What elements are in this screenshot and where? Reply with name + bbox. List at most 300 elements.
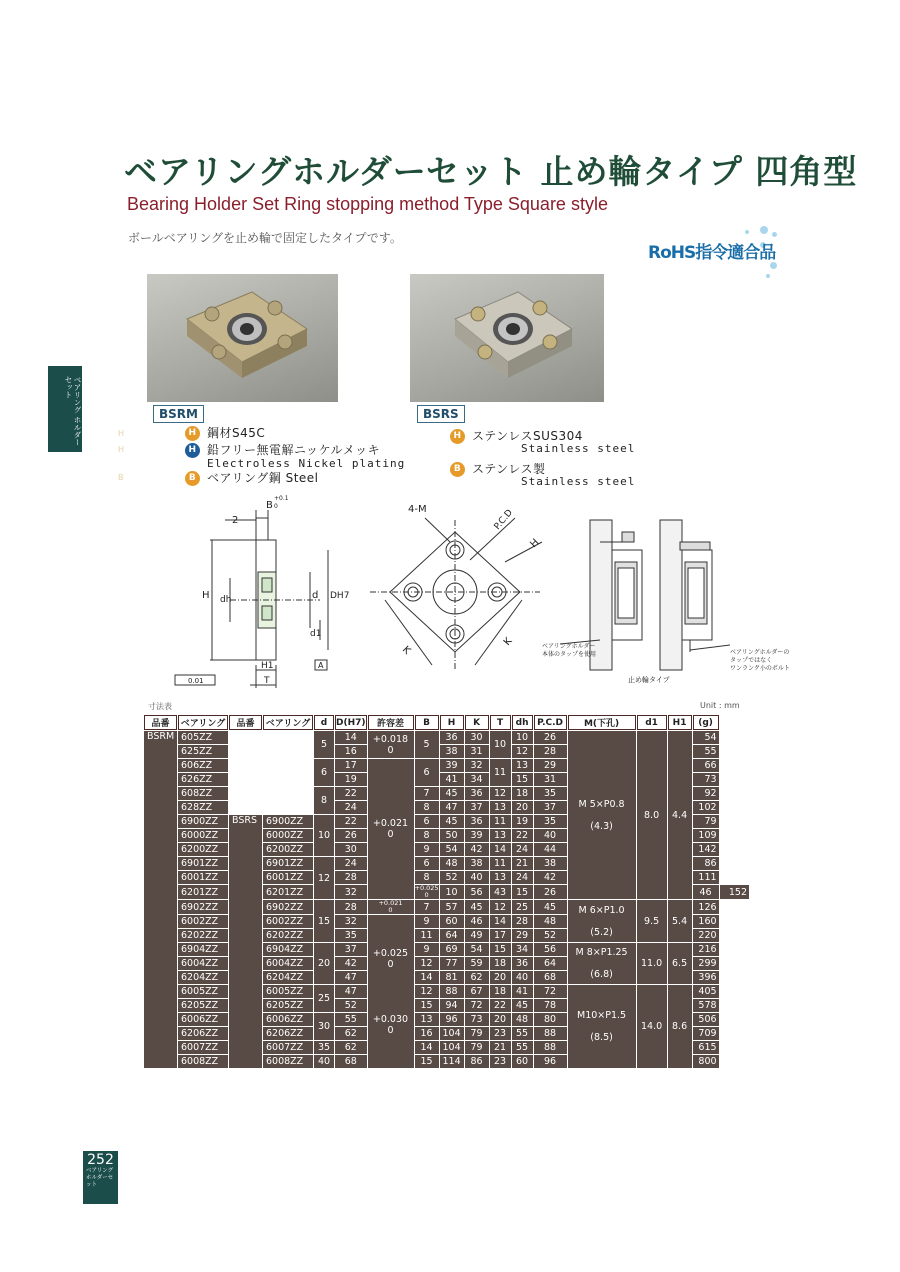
K-cell: 39 [465,829,489,842]
D-cell: 37 [335,943,367,956]
bsrm-bearing-cell: 6901ZZ [178,857,228,870]
bsrm-material-plating-en [207,456,405,470]
dh-cell: 12 [512,745,533,758]
D-cell: 19 [335,773,367,786]
bsrs-bearing-cell: 6904ZZ [263,943,313,956]
bsrs-bearing-cell: 6202ZZ [263,929,313,942]
bsrm-bearing-cell: 6004ZZ [178,957,228,970]
tol-value: +0.021 [378,899,403,907]
H-cell: 57 [440,900,464,914]
B-cell: 14 [415,1041,439,1054]
housing-badge-icon: H [450,429,465,444]
K-cell: 73 [465,1013,489,1026]
spec-table [143,714,750,1069]
datum-A: A [318,661,324,670]
tolerance-cell-small [368,900,414,914]
d-cell: 8 [314,787,334,814]
dh-cell: 60 [512,1055,533,1068]
K-cell: 37 [465,801,489,814]
ghost-marker: H [118,429,125,438]
dim-dh: dh [220,595,232,605]
D-cell: 26 [335,829,367,842]
H-cell: 88 [440,985,464,998]
g-cell: 55 [693,745,719,758]
D-cell: 28 [335,871,367,884]
H-cell: 54 [440,843,464,856]
bsrm-holder-image [147,274,338,402]
K-cell: 72 [465,999,489,1012]
K-cell: 67 [465,985,489,998]
H-cell: 45 [440,815,464,828]
H-cell: 41 [440,773,464,786]
dh-cell: 18 [512,787,533,800]
material-text: ステンレスSUS304 [472,429,583,443]
D-cell: 24 [335,857,367,870]
bsrs-material-housing-en [521,441,635,455]
K-cell: 40 [465,871,489,884]
col-header: D(H7) [335,715,367,730]
page-number: 252 [87,1152,114,1168]
dh-cell: 15 [512,773,533,786]
bsrm-bearing-cell: 625ZZ [178,745,228,758]
T-cell: 15 [512,885,533,899]
H-cell: 47 [440,801,464,814]
tol-value: +0.018 [372,733,409,745]
dim-K-right: K [501,635,515,648]
H-cell: 64 [440,929,464,942]
B-cell: 8 [415,829,439,842]
D-cell: 14 [335,731,367,744]
table-header-row [144,715,749,730]
col-header: 許容差 [368,715,414,730]
pcd-cell: 64 [534,957,567,970]
tol-value: 0 [424,891,429,899]
D-cell: 22 [335,815,367,828]
dim-H: H [202,590,210,601]
B-cell: 12 [415,985,439,998]
col-header: B [415,715,439,730]
T-cell: 13 [490,871,511,884]
bsrs-bearing-cell: 6204ZZ [263,971,313,984]
K-cell: 38 [465,857,489,870]
M-value: M10×P1.5 [577,1010,627,1021]
g-cell: 396 [693,971,719,984]
H-cell: 52 [440,871,464,884]
B-cell: 15 [415,999,439,1012]
bsrm-material-bearing [185,469,319,486]
bsrs-bearing-cell: 6201ZZ [263,885,313,899]
note-right-3: ワンランク小のボルト [730,665,790,672]
M-value: (5.2) [590,926,613,938]
D-cell: 28 [335,900,367,914]
bsrs-bearing-cell: 6200ZZ [263,843,313,856]
bsrs-bearing-cell: 6901ZZ [263,857,313,870]
dim-DH7: DH7 [330,591,350,601]
pcd-cell: 56 [534,943,567,956]
tolerance-cell-small [415,885,439,899]
dh-cell: 24 [512,871,533,884]
rohs-badge: RoHS指令適合品 [648,243,776,263]
bsrs-product-photo [410,274,604,402]
material-text-en: Electroless Nickel plating [207,457,406,470]
H-cell: 69 [440,943,464,956]
B-cell: 8 [415,871,439,884]
d1-cell: 9.5 [637,900,667,942]
ghost-marker: B [118,473,124,482]
pcd-cell: 28 [534,745,567,758]
col-header: T [490,715,511,730]
K-cell: 59 [465,957,489,970]
dh-cell: 41 [512,985,533,998]
dh-cell: 45 [512,999,533,1012]
col-header: d1 [637,715,667,730]
pcd-cell: 52 [534,929,567,942]
K-cell: 86 [465,1055,489,1068]
pcd-cell: 78 [534,999,567,1012]
D-cell: 68 [335,1055,367,1068]
unit-label: Unit : mm [700,701,740,710]
M-value: M 6×P1.0 [578,904,625,916]
bsrs-bearing-cell: 6206ZZ [263,1027,313,1040]
B-cell: 16 [415,1027,439,1040]
bsrs-holder-image [410,274,604,402]
col-header: M(下孔) [568,715,636,730]
dim-H1: H1 [261,661,274,671]
pcd-cell: 88 [534,1027,567,1040]
col-header: d [314,715,334,730]
dim-H-front: H [528,537,542,551]
material-text: ベアリング鋼 Steel [207,471,319,485]
tol-value: 0 [387,958,394,970]
H-cell: 104 [440,1041,464,1054]
H-cell: 81 [440,971,464,984]
pcd-cell: 88 [534,1041,567,1054]
bsrs-bearing-cell: 6005ZZ [263,985,313,998]
bsrm-bearing-cell: 6000ZZ [178,829,228,842]
bsrs-code-cell: BSRS [229,815,262,1068]
T-cell: 13 [490,829,511,842]
dh-cell: 22 [512,829,533,842]
H-cell: 96 [440,1013,464,1026]
dim-4M: 4-M [408,504,427,515]
note-left-1: ベアリングホルダー [542,643,596,650]
D-cell: 35 [335,929,367,942]
B-cell: 6 [415,857,439,870]
bsrs-bearing-cell: 6004ZZ [263,957,313,970]
ghost-marker: H [118,445,125,454]
bsrm-bearing-cell: 6001ZZ [178,871,228,884]
dh-cell: 19 [512,815,533,828]
material-text: ステンレス製 [472,462,546,476]
col-header: P.C.D [534,715,567,730]
bsrm-bearing-cell: 606ZZ [178,759,228,772]
bsrs-bearing-cell: 6205ZZ [263,999,313,1012]
bsrs-material-bearing-en [521,474,635,488]
g-cell: 109 [693,829,719,842]
K-cell: 32 [465,759,489,772]
tol-value: 0 [388,906,393,914]
material-text-en: Stainless steel [521,442,636,455]
dh-cell: 34 [512,943,533,956]
K-cell: 36 [465,787,489,800]
dim-d1: d1 [310,629,322,639]
pcd-cell: 45 [534,900,567,914]
bsrs-code-tag: BSRS [417,405,465,423]
bsrm-code-cell: BSRM [144,731,177,1068]
dh-cell: 40 [512,971,533,984]
g-cell: 299 [693,957,719,970]
g-cell: 142 [693,843,719,856]
empty-cell [229,731,313,814]
M-cell [568,900,636,942]
col-header: ベアリング [263,715,313,730]
T-cell: 20 [490,1013,511,1026]
col-header: H1 [668,715,692,730]
bsrm-bearing-cell: 626ZZ [178,773,228,786]
bsrm-bearing-cell: 6900ZZ [178,815,228,828]
pcd-cell: 31 [534,773,567,786]
D-cell: 16 [335,745,367,758]
drawing-caption: 止め輪タイプ [628,676,670,684]
dim-d: d [312,590,319,601]
K-cell: 79 [465,1041,489,1054]
K-cell: 30 [465,731,489,744]
dh-cell: 10 [512,731,533,744]
B-cell: 7 [415,787,439,800]
T-cell: 10 [490,731,511,758]
pcd-cell: 48 [534,915,567,928]
dh-cell: 26 [534,885,567,899]
bsrs-bearing-cell: 6900ZZ [263,815,313,828]
bsrm-bearing-cell: 6002ZZ [178,915,228,928]
M-value: M 8×P1.25 [575,947,628,958]
K-cell: 34 [465,773,489,786]
bearing-badge-icon: B [450,462,465,477]
B-cell: 6 [415,815,439,828]
D-cell: 55 [335,1013,367,1026]
tol-value: +0.030 [372,1013,409,1025]
T-cell: 15 [490,943,511,956]
g-cell: 800 [693,1055,719,1068]
pcd-cell: 96 [534,1055,567,1068]
B-cell: 7 [415,900,439,914]
tolerance-cell [368,759,414,899]
g-cell: 709 [693,1027,719,1040]
material-text: 鉛フリー無電解ニッケルメッキ [207,443,381,457]
g-cell: 54 [693,731,719,744]
bsrm-bearing-cell: 6006ZZ [178,1013,228,1026]
bsrm-bearing-cell: 6205ZZ [178,999,228,1012]
page-title: ベアリングホルダーセット 止め輪タイプ 四角型 [124,152,858,191]
d-cell: 40 [314,1055,334,1068]
d-cell: 15 [314,900,334,942]
K-cell: 43 [490,885,511,899]
bsrm-product-photo [147,274,338,402]
bsrm-code-tag: BSRM [153,405,204,423]
front-view-drawing [370,518,542,670]
dim-B-tol-bottom: 0 [274,503,278,510]
T-cell: 20 [490,971,511,984]
side-view-drawing [175,510,328,688]
dh-cell: 13 [512,759,533,772]
H-cell: 104 [440,1027,464,1040]
B-cell: 9 [415,943,439,956]
housing-badge-icon: H [185,426,200,441]
dh-cell: 28 [512,915,533,928]
bsrm-bearing-cell: 6902ZZ [178,900,228,914]
table-row [144,731,749,744]
T-cell: 17 [490,929,511,942]
d-cell: 10 [314,815,334,856]
D-cell: 62 [335,1041,367,1054]
D-cell: 22 [335,787,367,800]
T-cell: 18 [490,957,511,970]
H-cell: 56 [465,885,489,899]
D-cell: 52 [335,999,367,1012]
g-cell: 160 [693,915,719,928]
D-cell: 30 [335,843,367,856]
bsrs-bearing-cell: 6000ZZ [263,829,313,842]
H-cell: 39 [440,759,464,772]
g-cell: 102 [693,801,719,814]
dh-cell: 21 [512,857,533,870]
tol-value: +0.025 [372,947,409,959]
bsrs-bearing-cell: 6902ZZ [263,900,313,914]
H-cell: 38 [440,745,464,758]
g-cell: 615 [693,1041,719,1054]
note-right-2: タップではなく [730,657,773,664]
B-cell: 9 [415,843,439,856]
g-cell: 66 [693,759,719,772]
tol-value: 0 [387,1024,394,1036]
pcd-cell: 26 [534,731,567,744]
M-cell [568,985,636,1068]
bsrm-bearing-cell: 6007ZZ [178,1041,228,1054]
K-cell: 36 [465,815,489,828]
dh-cell: 55 [512,1041,533,1054]
page-number-tab [83,1151,118,1204]
col-header: (g) [693,715,719,730]
M-value: (4.3) [590,820,613,832]
T-cell: 12 [490,787,511,800]
H-cell: 77 [440,957,464,970]
col-header: 品番 [229,715,262,730]
T-cell: 12 [490,900,511,914]
bsrm-bearing-cell: 608ZZ [178,787,228,800]
material-text-en: Stainless steel [521,475,636,488]
dh-cell: 20 [512,801,533,814]
g-cell: 73 [693,773,719,786]
d-cell: 20 [314,943,334,984]
note-right-1: ベアリングホルダーの [730,649,790,656]
dim-PCD: P.C.D [492,507,516,532]
H-cell: 114 [440,1055,464,1068]
bsrm-bearing-cell: 6201ZZ [178,885,228,899]
technical-drawing [170,490,790,700]
B-cell: 11 [415,929,439,942]
B-cell: 9 [415,915,439,928]
H1-cell: 6.5 [668,943,692,984]
T-cell: 13 [490,801,511,814]
g-cell: 506 [693,1013,719,1026]
dh-cell: 29 [512,929,533,942]
bsrm-bearing-cell: 6206ZZ [178,1027,228,1040]
d1-cell: 14.0 [637,985,667,1068]
pcd-cell: 68 [534,971,567,984]
K-cell: 49 [465,929,489,942]
g-cell: 220 [693,929,719,942]
dim-2: 2 [232,515,239,526]
dim-B-tol-top: +0.1 [274,495,289,502]
col-header: 品番 [144,715,177,730]
K-cell: 54 [465,943,489,956]
K-cell: 42 [465,843,489,856]
bsrm-bearing-cell: 6200ZZ [178,843,228,856]
bsrs-bearing-cell: 6008ZZ [263,1055,313,1068]
T-cell: 11 [490,759,511,786]
pcd-cell: 40 [534,829,567,842]
pcd-cell: 80 [534,1013,567,1026]
bsrm-bearing-cell: 6008ZZ [178,1055,228,1068]
bsrm-bearing-cell: 628ZZ [178,801,228,814]
page-subtitle: Bearing Holder Set Ring stopping method Type Square style [127,194,608,214]
side-tab-label: ベアリング ホルダーセット [64,376,82,446]
bsrm-bearing-cell: 6904ZZ [178,943,228,956]
D-cell: 24 [335,801,367,814]
col-header: H [440,715,464,730]
T-cell: 23 [490,1027,511,1040]
M-value: M 5×P0.8 [578,798,625,810]
T-cell: 11 [490,857,511,870]
pcd-cell: 35 [534,787,567,800]
g-cell: 86 [693,857,719,870]
g-cell: 126 [693,900,719,914]
d-cell: 6 [314,759,334,786]
pcd-cell: 35 [534,815,567,828]
B-cell: 15 [415,1055,439,1068]
d-cell: 35 [314,1041,334,1054]
housing-badge-icon: H [185,443,200,458]
H-cell: 36 [440,731,464,744]
H-cell: 60 [440,915,464,928]
dh-cell: 36 [512,957,533,970]
T-cell: 14 [490,843,511,856]
bsrs-bearing-cell: 6007ZZ [263,1041,313,1054]
g-cell: 111 [693,871,719,884]
T-cell: 22 [490,999,511,1012]
d-cell: 12 [314,857,334,899]
dh-cell: 55 [512,1027,533,1040]
D-cell: 32 [335,885,367,899]
D-cell: 42 [335,957,367,970]
dim-K-left: K [399,644,413,657]
note-left-2: 本体のタップを使用 [542,651,597,658]
bsrs-bearing-cell: 6002ZZ [263,915,313,928]
K-cell: 31 [465,745,489,758]
tolerance-cell [368,731,414,758]
bsrm-bearing-cell: 6202ZZ [178,929,228,942]
H1-cell: 5.4 [668,900,692,942]
K-cell: 62 [465,971,489,984]
pcd-cell: 37 [534,801,567,814]
col-header: K [465,715,489,730]
M-value: (6.8) [590,969,613,980]
dh-cell: 48 [512,1013,533,1026]
dh-cell: 24 [512,843,533,856]
g-cell: 216 [693,943,719,956]
D-cell: 32 [335,915,367,928]
K-cell: 45 [465,900,489,914]
